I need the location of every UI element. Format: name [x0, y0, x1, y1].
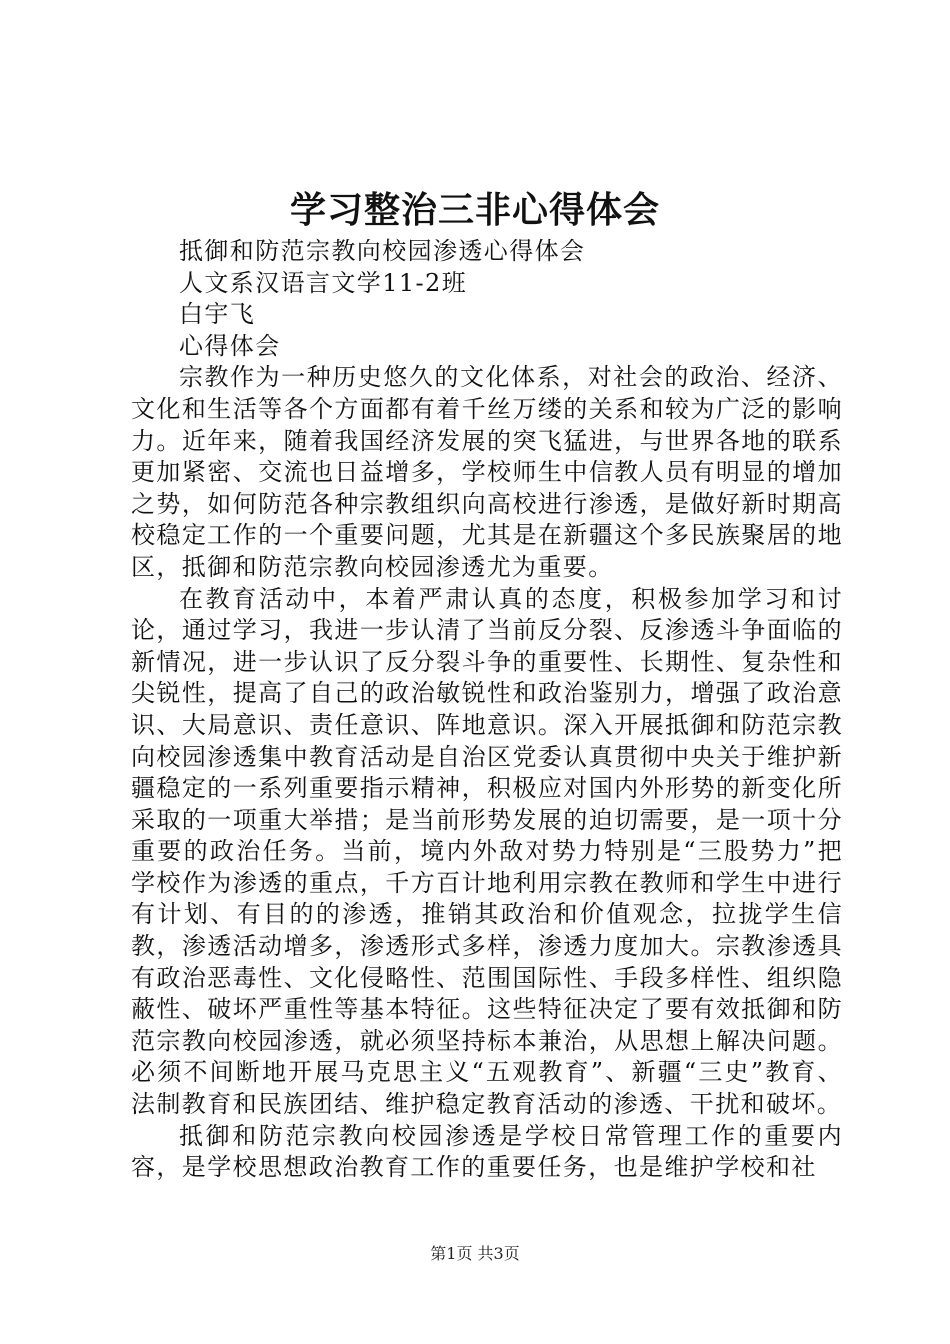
paragraph: 宗教作为一种历史悠久的文化体系，对社会的政治、经济、文化和生活等各个方面都有着千丝万缕的关系和较为广泛的影响力。近年来，随着我国经济发展的突飞猛进，与世界各地的联系更加紧密、交流也日益增多，学校师生中信教人员有明显的增加之势，如何防范各种宗教组织向高校进行渗透，是做好新时期高校稳定工作的一个重要问题，尤其是在新疆这个多民族聚居的地区，抵御和防范宗教向校园渗透尤为重要。: [131, 363, 843, 581]
document-title: 学习整治三非心得体会: [289, 189, 660, 231]
subtitle-line: 抵御和防范宗教向校园渗透心得体会: [179, 237, 586, 265]
document-body: [131, 236, 843, 1184]
paragraph: 抵御和防范宗教向校园渗透是学校日常管理工作的重要内容，是学校思想政治教育工作的重要任务，也是维护学校和社: [131, 1121, 843, 1182]
paragraph: 在教育活动中，本着严肃认真的态度，积极参加学习和讨论，通过学习，我进一步认清了当前反分裂、反渗透斗争面临的新情况，进一步认识了反分裂斗争的重要性、长期性、复杂性和尖锐性，提高了自己的政治敏锐性和政治鉴别力，增强了政治意识、大局意识、责任意识、阵地意识。深入开展抵御和防范宗教向校园渗透集中教育活动是自治区党委认真贯彻中央关于维护新疆稳定的一系列重要指示精神，积极应对国内外形势的新变化所采取的一项重大举措；是当前形势发展的迫切需要，是一项十分重要的政治任务。当前，境内外敌对势力特别是“三股势力”把学校作为渗透的重点，千方百计地利用宗教在教师和学生中进行有计划、有目的的渗透，推销其政治和价值观念，拉拢学生信教，渗透活动增多，渗透形式多样，渗透力度加大。宗教渗透具有政治恶毒性、文化侵略性、范围国际性、手段多样性、组织隐蔽性、破坏严重性等基本特征。这些特征决定了要有效抵御和防范宗教向校园渗透，就必须坚持标本兼治，从思想上解决问题。必须不间断地开展马克思主义“五观教育”、新疆“三史”教育、法制教育和民族团结、维护稳定教育活动的渗透、干扰和破坏。: [131, 584, 843, 1119]
page-footer: 第1页 共3页: [430, 1244, 520, 1263]
section-heading: 心得体会: [179, 331, 281, 360]
author-line: 白宇飞: [179, 300, 256, 329]
class-line: 人文系汉语言文学11-2班: [179, 268, 468, 297]
